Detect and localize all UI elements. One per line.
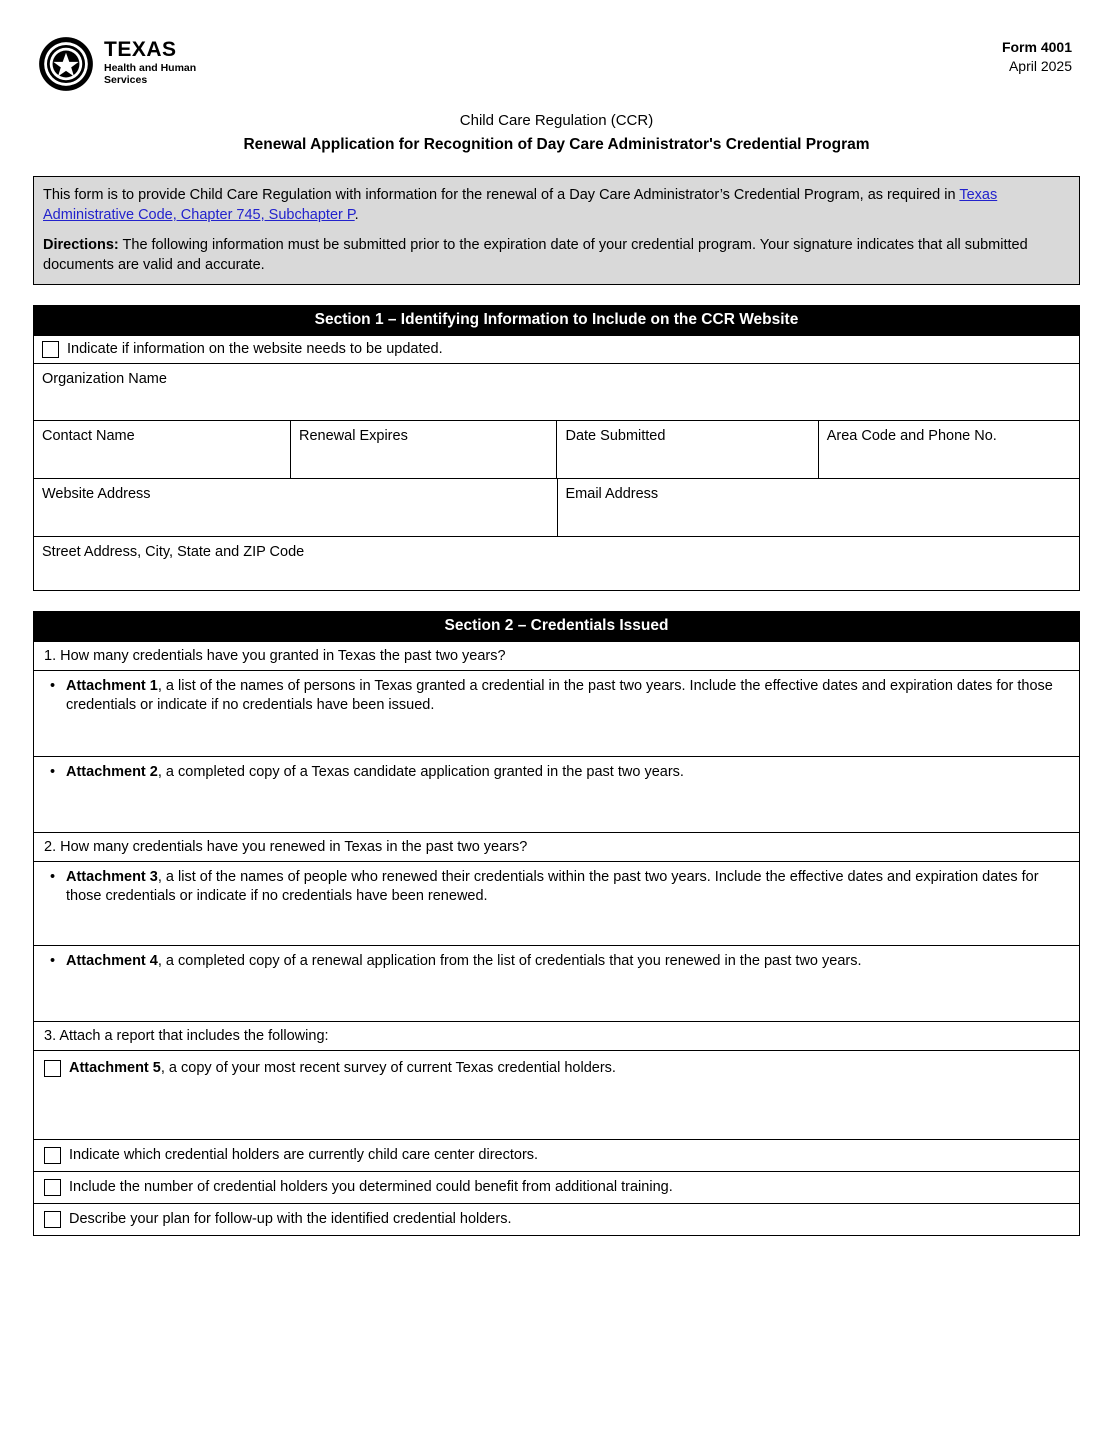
website-update-checkbox[interactable]	[42, 341, 59, 358]
agency-name: TEXAS	[104, 38, 177, 61]
contact-name-field[interactable]	[34, 421, 290, 478]
texas-seal-icon	[38, 36, 94, 92]
check-directors-label: Indicate which credential holders are currently child care center directors.	[69, 1147, 539, 1163]
agency-logo-text	[104, 36, 214, 86]
directions-paragraph	[43, 235, 1070, 275]
email-address-label: Email Address	[565, 486, 659, 502]
date-submitted-field[interactable]	[556, 421, 817, 478]
attachment-2-cell[interactable]	[34, 757, 1079, 832]
question-3-row	[34, 1021, 1079, 1050]
check-training-cell[interactable]	[34, 1172, 1079, 1203]
question-2-row	[34, 832, 1079, 861]
organization-name-row	[34, 363, 1079, 420]
attachment-1-desc: , a list of the names of persons in Texas granted a credential in the past two years. Include the effective dates and expiration dates for those credentials or indicate if no credentials have been issued.	[66, 678, 1053, 713]
check-training-checkbox[interactable]	[44, 1179, 61, 1196]
attachment-5-checkbox[interactable]	[44, 1060, 61, 1077]
renewal-expires-label: Renewal Expires	[299, 428, 408, 444]
attachment-4-label: Attachment 4	[66, 953, 158, 969]
agency-subname: Health and Human Services	[104, 62, 197, 86]
check-training-checkbox-row[interactable]	[44, 1179, 1069, 1196]
check-directors-checkbox-row[interactable]	[44, 1147, 1069, 1164]
section-2-header: Section 2 – Credentials Issued	[33, 611, 1080, 642]
website-address-label: Website Address	[42, 486, 151, 502]
attachment-4-text	[44, 952, 1069, 971]
attachment-1-label: Attachment 1	[66, 678, 158, 694]
attachment-3-cell[interactable]	[34, 862, 1079, 945]
intro-text-after: .	[354, 207, 359, 223]
attachment-1-cell[interactable]	[34, 671, 1079, 756]
street-address-field[interactable]	[34, 537, 1079, 590]
date-submitted-label: Date Submitted	[565, 428, 666, 444]
intro-text-before: This form is to provide Child Care Regulation with information for the renewal of a Day Care Administrator’s Credential Program, as required in	[43, 187, 960, 203]
question-3-label: 3. Attach a report that includes the following:	[44, 1028, 329, 1044]
check-followup-cell[interactable]	[34, 1204, 1079, 1235]
attachment-4-desc: , a completed copy of a renewal application from the list of credentials that you renewed in the past two years.	[157, 953, 862, 969]
phone-field[interactable]	[818, 421, 1079, 478]
question-3-cell[interactable]	[34, 1022, 1079, 1050]
check-directors-checkbox[interactable]	[44, 1147, 61, 1164]
contact-name-label: Contact Name	[42, 428, 135, 444]
bullet-icon: •	[50, 764, 56, 780]
attachment-1-row	[34, 670, 1079, 756]
contact-row	[34, 420, 1079, 478]
website-update-row	[34, 336, 1079, 363]
renewal-expires-field[interactable]	[290, 421, 556, 478]
directions-text: The following information must be submitted prior to the expiration date of your credential program. Your signature indicates that all submitted documents are valid and accurate.	[43, 237, 1028, 273]
attachment-2-text	[44, 763, 1069, 782]
attachment-2-label: Attachment 2	[66, 764, 158, 780]
section-1-header: Section 1 – Identifying Information to Include on the CCR Website	[33, 305, 1080, 336]
attachment-5-checkbox-row[interactable]	[44, 1060, 1069, 1077]
check-training-label: Include the number of credential holders you determined could benefit from additional training.	[69, 1179, 673, 1195]
website-update-cell	[34, 336, 1079, 363]
form-date: April 2025	[1008, 58, 1072, 74]
question-1-row	[34, 642, 1079, 670]
attachment-3-label: Attachment 3	[66, 869, 158, 885]
bullet-icon: •	[50, 953, 56, 969]
street-address-label: Street Address, City, State and ZIP Code	[42, 544, 305, 560]
attachment-3-desc: , a list of the names of people who renewed their credentials within the past two years. Include the effective dates and expiration dates for those credentials or indicate if no credentials have been renewed.	[66, 869, 1039, 904]
directions-label: Directions:	[43, 237, 119, 253]
section-1-table	[33, 336, 1080, 591]
attachment-5-row	[34, 1050, 1079, 1139]
section-2-table	[33, 642, 1080, 1236]
question-1-cell[interactable]	[34, 642, 1079, 670]
tac-link[interactable]: Texas Administrative Code, Chapter 745, Subchapter P	[43, 187, 998, 223]
check-followup-checkbox[interactable]	[44, 1211, 61, 1228]
question-2-cell[interactable]	[34, 833, 1079, 861]
check-training-row	[34, 1171, 1079, 1203]
attachment-1-text	[44, 677, 1069, 715]
attachment-3-row	[34, 861, 1079, 945]
agency-logo	[38, 36, 214, 92]
intro-box	[33, 176, 1080, 285]
website-update-label: Indicate if information on the website needs to be updated.	[67, 341, 443, 357]
attachment-4-row	[34, 945, 1079, 1021]
website-address-field[interactable]	[34, 479, 557, 536]
organization-name-field[interactable]	[34, 364, 1079, 420]
street-address-row	[34, 536, 1079, 590]
attachment-2-desc: , a completed copy of a Texas candidate application granted in the past two years.	[157, 764, 684, 780]
bullet-icon: •	[50, 869, 56, 885]
attachment-5-label: Attachment 5	[69, 1060, 161, 1076]
page-title: Renewal Application for Recognition of Day Care Administrator's Credential Program	[243, 136, 870, 153]
attachment-5-cell[interactable]	[34, 1051, 1079, 1139]
check-followup-label: Describe your plan for follow-up with the identified credential holders.	[69, 1211, 512, 1227]
attachment-4-cell[interactable]	[34, 946, 1079, 1021]
web-email-row	[34, 478, 1079, 536]
attachment-2-row	[34, 756, 1079, 832]
intro-paragraph	[43, 185, 1070, 225]
page-title-block	[33, 110, 1080, 156]
website-update-checkbox-row[interactable]	[42, 341, 1071, 358]
organization-name-label: Organization Name	[42, 371, 167, 387]
check-directors-cell[interactable]	[34, 1140, 1079, 1171]
question-1-label: 1. How many credentials have you granted in Texas the past two years?	[44, 648, 506, 664]
form-number: Form 4001	[1001, 39, 1072, 55]
question-2-label: 2. How many credentials have you renewed in Texas in the past two years?	[44, 839, 528, 855]
email-address-field[interactable]	[557, 479, 1080, 536]
check-followup-row	[34, 1203, 1079, 1235]
attachment-5-text	[69, 1060, 616, 1077]
phone-label: Area Code and Phone No.	[826, 428, 997, 444]
check-directors-row	[34, 1139, 1079, 1171]
check-followup-checkbox-row[interactable]	[44, 1211, 1069, 1228]
bullet-icon: •	[50, 678, 56, 694]
page-header	[33, 28, 1080, 104]
program-title: Child Care Regulation (CCR)	[459, 112, 654, 129]
attachment-5-desc: , a copy of your most recent survey of current Texas credential holders.	[160, 1060, 616, 1076]
form-meta	[1002, 38, 1072, 76]
attachment-3-text	[44, 868, 1069, 906]
